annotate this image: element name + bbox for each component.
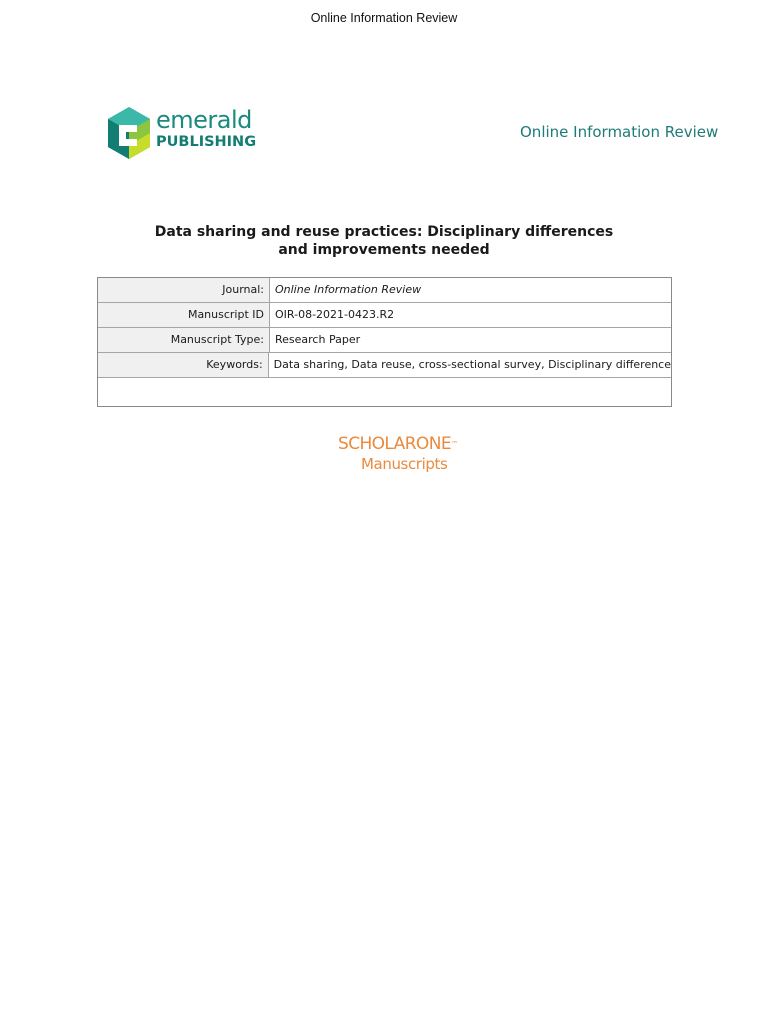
scholarone-logo <box>338 434 478 478</box>
metadata-label: Manuscript ID <box>98 303 270 327</box>
metadata-label: Manuscript Type: <box>98 328 270 352</box>
logo-subtitle: PUBLISHING <box>156 134 257 150</box>
metadata-row-keywords <box>98 353 671 378</box>
metadata-value: Research Paper <box>275 333 361 346</box>
metadata-row-manuscript-id <box>98 303 671 328</box>
metadata-value: Data sharing, Data reuse, cross-sectional survey, Disciplinary difference <box>273 358 671 371</box>
emerald-logo-icon <box>106 106 152 160</box>
manuscript-metadata-table <box>97 277 672 407</box>
scholarone-manuscripts: Manuscripts <box>361 455 448 473</box>
metadata-label: Journal: <box>98 278 270 302</box>
paper-title-line-1: Data sharing and reuse practices: Disciplinary differences <box>154 224 614 240</box>
scholarone-name: SCHOLARONE <box>338 434 451 454</box>
metadata-value: OIR-08-2021-0423.R2 <box>275 308 395 321</box>
metadata-value: Online Information Review <box>275 283 422 296</box>
journal-banner: Online Information Review <box>520 123 719 141</box>
scholarone-wordmark <box>338 434 458 454</box>
metadata-row-journal <box>98 278 671 303</box>
logo-wordmark: emerald <box>156 106 252 134</box>
metadata-label: Keywords: <box>98 353 269 377</box>
metadata-row-manuscript-type <box>98 328 671 353</box>
trademark-symbol: ™ <box>450 440 458 448</box>
paper-title <box>100 223 668 259</box>
running-header: Online Information Review <box>310 11 458 25</box>
metadata-empty-row <box>98 378 671 406</box>
emerald-publishing-logo <box>106 106 266 162</box>
paper-title-line-2: and improvements needed <box>278 242 490 258</box>
